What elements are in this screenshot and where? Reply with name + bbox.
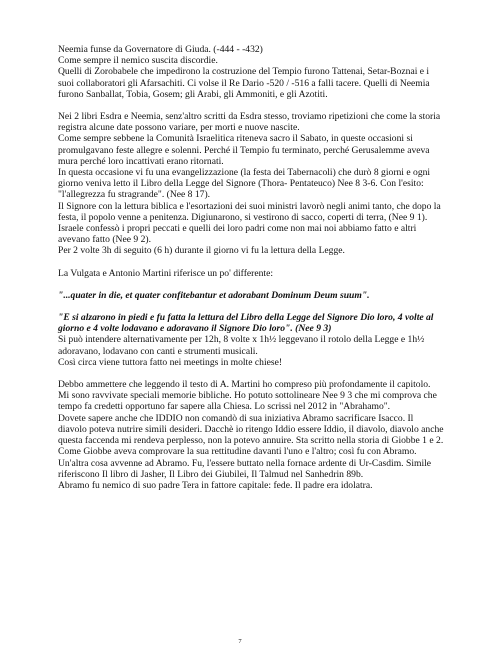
paragraph: Il Signore con la lettura biblica e l'esortazioni dei suoi ministri lavorò negli animi tanto, che dopo la festa, il popolo venne a penitenza. Digiunarono, si vestirono di sacco, coperti di terra, (Nee 9 1). Israele confessò i propri peccati e quelli dei loro padri come non mai noi abbiamo fatto e altri avevano fatto (Nee 9 2). [58, 200, 441, 246]
paragraph: Dovete sapere anche che IDDIO non comandò di sua iniziativa Abramo sacrificare Isacco. Il diavolo poteva nutrire simili desideri. Dacchè io ritengo Iddio essere Iddio, il diavolo, diavolo anche questa faccenda mi rendeva perplesso, non la potevo annuire. Sta scritto nella storia di Giobbe 1 e 2. Come Giobbe aveva comprovare la sua rettitudine davanti l'uno e l'altro; così fu con Abramo. [58, 412, 444, 458]
paragraph: Per 2 volte 3h di seguito (6 h) durante il giorno vi fu la lettura della Legge. [58, 245, 345, 257]
bible-quote: "...quater in die, et quater confitebantur et adorabant Dominum Deum suum". [58, 289, 370, 301]
paragraph-gap [58, 368, 444, 379]
paragraph: Si può intendere alternativamente per 12h, 8 volte x 1h½ leggevano il rotolo della Legge e 1h½ adoravano, lodavano con canti e strumenti musicali. [58, 334, 425, 357]
paragraph: Abramo fu nemico di suo padre Tera in fattore capitale: fede. Il padre era idolatra. [58, 479, 373, 491]
paragraph: Neemia funse da Governatore di Giuda. (-444 - -432) [58, 44, 263, 55]
paragraph: Nei 2 libri Esdra e Neemia, senz'altro scritti da Esdra stesso, troviamo ripetizioni che come la storia registra alcune date possono variare, per morti e nuove nascite. [58, 111, 441, 134]
paragraph: In questa occasione vi fu una evangelizzazione (la festa dei Tabernacoli) che durò 8 giorni e ogni giorno veniva letto il Libro della Legge del Signore (Thora- Pentateuco) Nee 8 3-6. Con l'esito: "l'allegrezza fu stragrande". (Nee 8 17). [58, 167, 431, 201]
document-body [58, 44, 444, 491]
paragraph: Debbo ammettere che leggendo il testo di A. Martini ho compreso più profondamente il capitolo. Mi sono ravvivate speciali memorie bibliche. Ho potuto sottolineare Nee 9 3 che mi comprova che tempo fa credetti opportuno far sapere alla Chiesa. Lo scrissi nel 2012 in "Abrahamo". [58, 379, 437, 413]
paragraph: Quelli di Zorobabele che impedirono la costruzione del Tempio furono Tattenai, Setar-Boznai e i suoi collaboratori gli Afarsachiti. Ci volse il Re Dario -520 / -516 a falli tacere. Quelli di Neemia furono Sanballat, Tobia, Gosem; gli Arabi, gli Ammoniti, e gli Azotiti. [58, 66, 430, 100]
paragraph-gap [58, 257, 444, 268]
paragraph-gap [58, 279, 444, 290]
paragraph: Un'altra cosa avvenne ad Abramo. Fu, l'essere buttato nella fornace ardente di Ur-Casdim. Simile riferiscono Il libro di Jasher, Il Libro dei Giubilei, Il Talmud nel Sanhedrin 89b. [58, 457, 432, 480]
paragraph: Come sempre sebbene la Comunità Israelitica riteneva sacro il Sabato, in queste occasioni si promulgavano feste allegre e solenni. Perché il Tempio fu terminato, perché Gerusalemme aveva mura perché loro incattivati erano ritornati. [58, 133, 430, 167]
paragraph: Come sempre il nemico suscita discordie. [58, 55, 218, 67]
paragraph: La Vulgata e Antonio Martini riferisce un po' differente: [58, 267, 273, 279]
bible-quote: "E si alzarono in piedi e fu fatta la lettura del Libro della Legge del Signore Dio loro, 4 volte al giorno e 4 volte lodavano e adoravano il Signore Dio loro". (Nee 9 3) [58, 312, 434, 335]
paragraph: Così circa viene tuttora fatto nei meetings in molte chiese! [58, 356, 283, 368]
paragraph-gap [58, 301, 444, 312]
paragraph-gap [58, 100, 444, 111]
page-number: 7 [238, 638, 242, 645]
